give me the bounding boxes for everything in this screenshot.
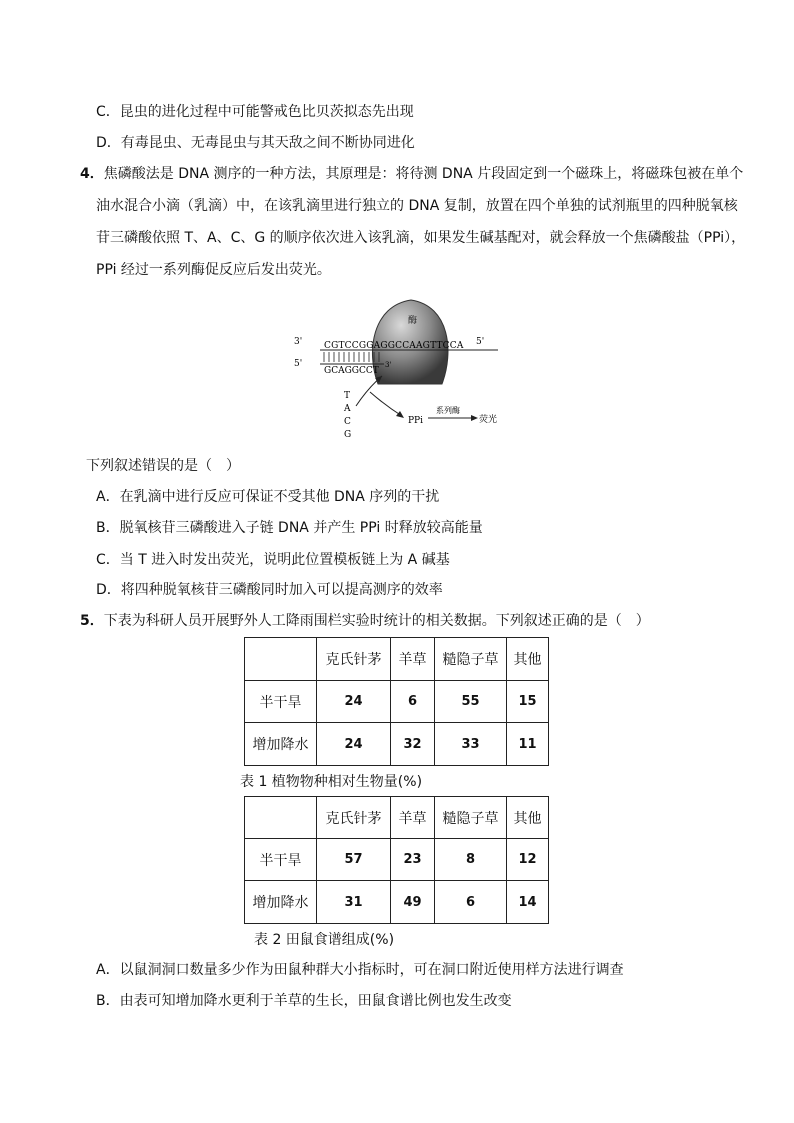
base-pair-ticks xyxy=(324,352,379,362)
table-cell: 24 xyxy=(317,723,391,766)
template-5prime: 5' xyxy=(476,337,485,347)
table-cell: 32 xyxy=(391,723,435,766)
table-2-caption: 表 2 田鼠食谱组成(%) xyxy=(254,932,395,948)
table-2-header-cell xyxy=(245,797,317,839)
table-row xyxy=(245,681,549,723)
table-cell: 12 xyxy=(507,839,549,881)
primer-sequence: GCAGGCCT xyxy=(324,366,379,376)
table-cell: 8 xyxy=(435,839,507,881)
q4-option-c: C．当 T 进入时发出荧光，说明此位置模板链上为 A 碱基 xyxy=(96,552,450,568)
q4-stem-line-3: 苷三磷酸依照 T、A、C、G 的顺序依次进入该乳滴，如果发生碱基配对，就会释放一个焦磷酸盐（PPi）， xyxy=(96,230,746,246)
table-2-header-cell: 羊草 xyxy=(391,797,435,839)
enzyme-series-label: 系列酶 xyxy=(436,406,460,415)
q5-option-b: B．由表可知增加降水更利于羊草的生长，田鼠食谱比例也发生改变 xyxy=(96,993,512,1009)
table-1-header-cell: 其他 xyxy=(507,638,549,681)
q4-stem-line-2: 油水混合小滴（乳滴）中，在该乳滴里进行独立的 DNA 复制，放置在四个单独的试剂瓶里的四种脱氧核 xyxy=(96,198,738,214)
table-cell: 23 xyxy=(391,839,435,881)
table-1-header-row xyxy=(245,638,549,681)
table-2-header-row xyxy=(245,797,549,839)
table-1-caption: 表 1 植物物种相对生物量(%) xyxy=(240,774,423,790)
table-row xyxy=(245,723,549,766)
ppi-label: PPi xyxy=(408,416,423,426)
primer-5prime: 5' xyxy=(294,359,303,369)
table-cell: 55 xyxy=(435,681,507,723)
table-2-row-label: 增加降水 xyxy=(245,881,317,924)
table-cell: 6 xyxy=(391,681,435,723)
table-2-row-label: 半干旱 xyxy=(245,839,317,881)
table-row xyxy=(245,881,549,924)
template-3prime: 3' xyxy=(294,337,303,347)
table-1-header-cell: 糙隐子草 xyxy=(435,638,507,681)
enzyme-label: 酶 xyxy=(408,316,418,326)
table-2-header-cell: 克氏针茅 xyxy=(317,797,391,839)
nucleotide-a: A xyxy=(344,404,351,414)
q5-option-a: A．以鼠洞洞口数量多少作为田鼠种群大小指标时，可在洞口附近使用样方法进行调查 xyxy=(96,962,624,978)
table-row xyxy=(245,839,549,881)
ppi-arrow-head xyxy=(396,411,404,418)
primer-3prime: 3' xyxy=(385,361,392,369)
table-cell: 15 xyxy=(507,681,549,723)
table-cell: 6 xyxy=(435,881,507,924)
q3-option-d: D．有毒昆虫、无毒昆虫与其天敌之间不断协同进化 xyxy=(96,135,415,151)
q5-stem xyxy=(80,611,650,631)
table-1-row-label: 增加降水 xyxy=(245,723,317,766)
table-cell: 49 xyxy=(391,881,435,924)
table-cell: 11 xyxy=(507,723,549,766)
table-cell: 24 xyxy=(317,681,391,723)
table-1-header-cell xyxy=(245,638,317,681)
table-cell: 33 xyxy=(435,723,507,766)
table-cell: 31 xyxy=(317,881,391,924)
nucleotide-c: C xyxy=(344,417,351,427)
q5-number: 5． xyxy=(80,613,104,629)
table-1-row-label: 半干旱 xyxy=(245,681,317,723)
table-1-header-cell: 克氏针茅 xyxy=(317,638,391,681)
q4-question: 下列叙述错误的是（ ） xyxy=(86,458,240,474)
table-1 xyxy=(244,637,549,766)
pyrosequencing-diagram xyxy=(286,292,506,442)
q4-stem-line-1 xyxy=(80,164,743,184)
q4-stem-text-1: 焦磷酸法是 DNA 测序的一种方法，其原理是：将待测 DNA 片段固定到一个磁珠上，将磁珠包被在单个 xyxy=(103,166,744,182)
table-2 xyxy=(244,796,549,924)
enzyme-series-arrow-head xyxy=(471,415,478,421)
q4-option-a: A．在乳滴中进行反应可保证不受其他 DNA 序列的干扰 xyxy=(96,489,440,505)
q3-option-c: C．昆虫的进化过程中可能警戒色比贝茨拟态先出现 xyxy=(96,104,414,120)
nucleotide-g: G xyxy=(344,430,352,440)
table-cell: 57 xyxy=(317,839,391,881)
table-cell: 14 xyxy=(507,881,549,924)
template-sequence: CGTCCGGAGGCCAAGTTCCA xyxy=(324,341,464,351)
q4-stem-line-4: PPi 经过一系列酶促反应后发出荧光。 xyxy=(96,262,331,278)
q4-option-d: D．将四种脱氧核苷三磷酸同时加入可以提高测序的效率 xyxy=(96,582,443,598)
q5-stem-text: 下表为科研人员开展野外人工降雨围栏实验时统计的相关数据。下列叙述正确的是（ ） xyxy=(103,613,650,629)
fluorescence-label: 荧光 xyxy=(479,415,498,425)
q4-option-b: B．脱氧核苷三磷酸进入子链 DNA 并产生 PPi 时释放较高能量 xyxy=(96,520,483,536)
ppi-release-arrow xyxy=(370,392,402,416)
table-2-header-cell: 糙隐子草 xyxy=(435,797,507,839)
table-1-header-cell: 羊草 xyxy=(391,638,435,681)
nucleotide-t: T xyxy=(344,391,351,401)
q4-number: 4． xyxy=(80,166,104,182)
table-2-header-cell: 其他 xyxy=(507,797,549,839)
